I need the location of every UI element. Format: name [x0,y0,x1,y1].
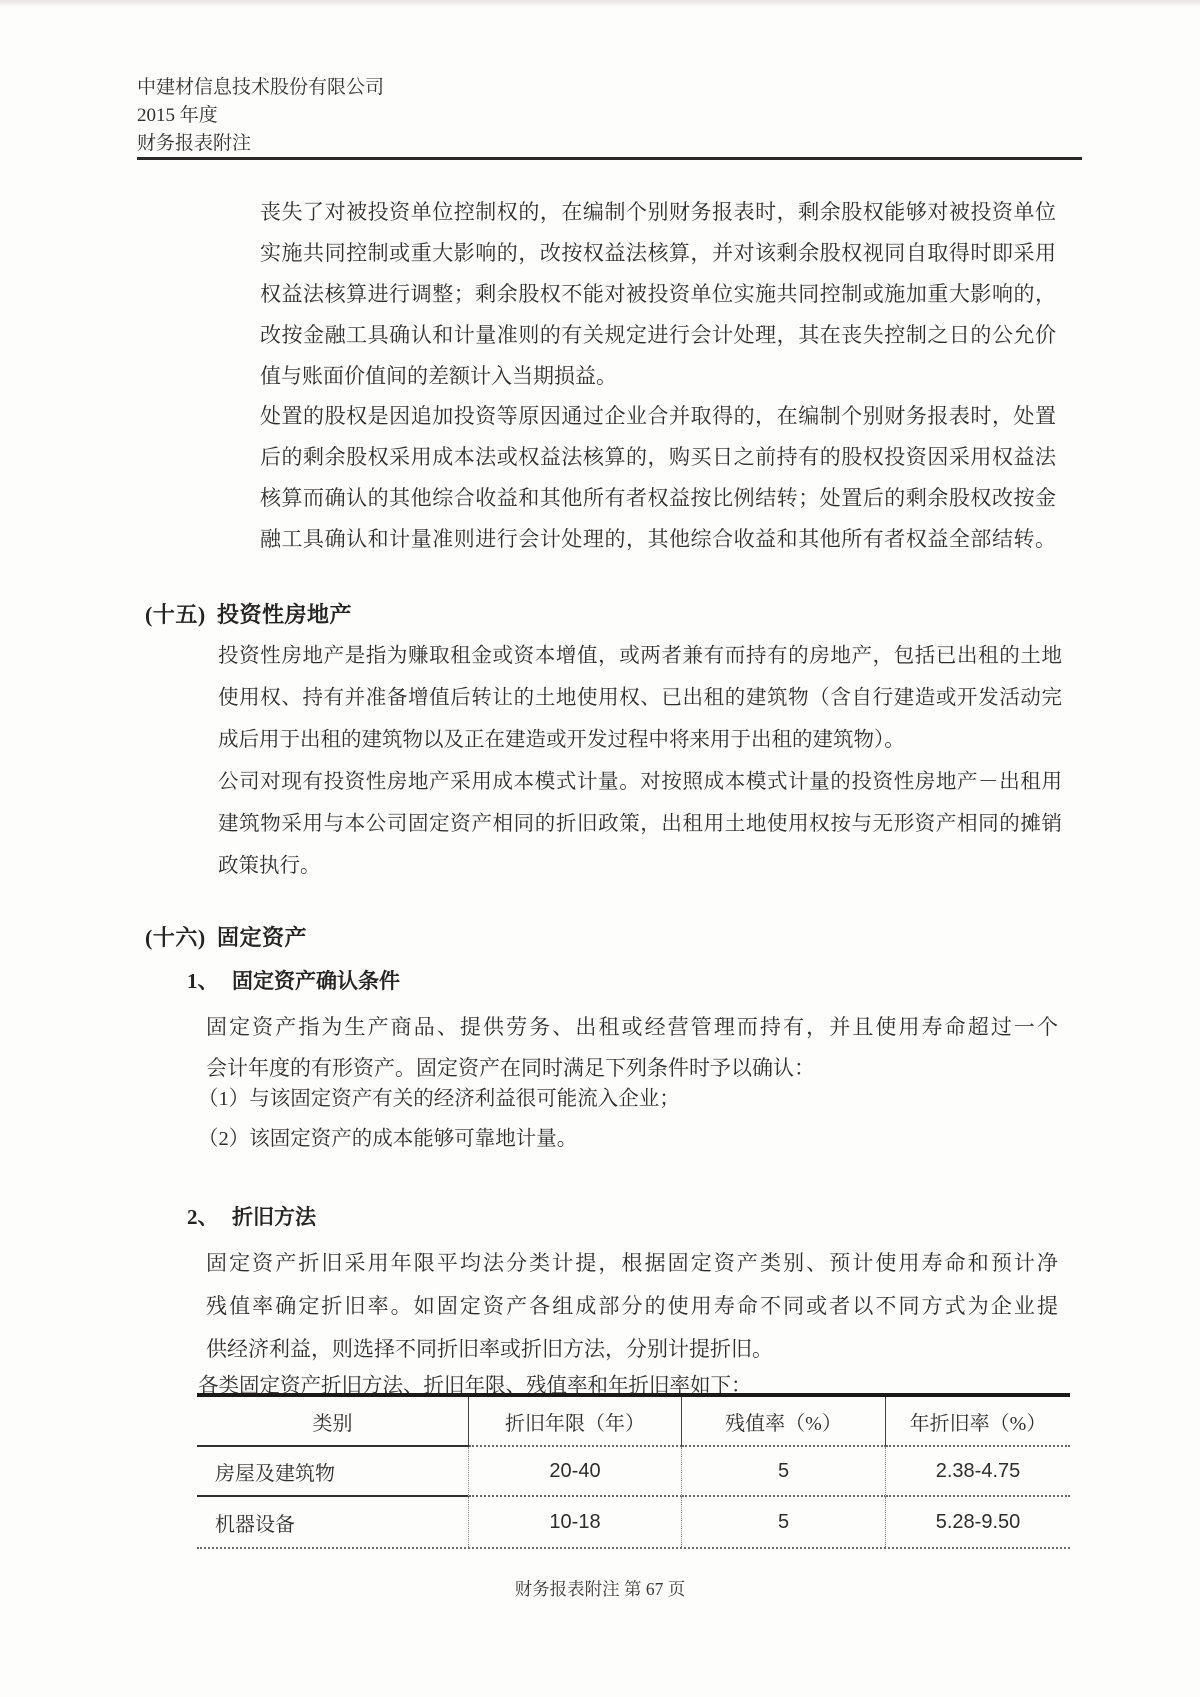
table-cell-annual-rate: 5.28-9.50 [935,1510,1021,1533]
text-line: 建筑物采用与本公司固定资产相同的折旧政策，出租用土地使用权按与无形资产相同的摊销 [218,813,1062,835]
table-cell-category: 机器设备 [197,1497,469,1547]
table-header-depreciation-years: 折旧年限（年） [469,1397,682,1447]
subsection-2-paragraph [206,1242,1058,1371]
page-footer-text: 财务报表附注 第 67 页 [514,1579,686,1599]
text-line: 改按金融工具确认和计量准则的有关规定进行会计处理，其在丧失控制之日的公允价 [260,323,1056,347]
section-15-title: 投资性房地产 [217,602,353,627]
text-line: 融工具确认和计量准则进行会计处理的，其他综合收益和其他所有者权益全部结转。 [260,527,1056,551]
table-cell-residual: 5 [682,1447,886,1497]
text-line: 固定资产指为生产商品、提供劳务、出租或经营管理而持有，并且使用寿命超过一个 [206,1015,1058,1039]
list-item: （2）该固定资产的成本能够可靠地计量。 [198,1128,578,1150]
depreciation-table [197,1393,1070,1549]
subsection-1-title: 固定资产确认条件 [232,969,400,993]
text-line: 值与账面价值间的差额计入当期损益。 [260,364,617,388]
table-cell-years: 10-18 [469,1497,682,1547]
company-name: 中建材信息技术股份有限公司 [137,77,385,98]
subsection-2-title: 折旧方法 [232,1205,316,1229]
subsection-1-paragraph [206,1007,1058,1089]
text-line: 固定资产折旧采用年限平均法分类计提，根据固定资产类别、预计使用寿命和预计净 [206,1251,1058,1275]
subsection-1-heading [187,965,400,995]
paragraph-equity-disposal [260,396,1056,560]
text-line: 成后用于出租的建筑物以及正在建造或开发过程中将来用于出租的建筑物）。 [218,729,905,751]
table-header-category: 类别 [197,1397,469,1447]
page-footer [0,1576,1200,1601]
subsection-2-heading [187,1201,316,1231]
section-15-heading [145,598,352,629]
section-16-label: (十六) [145,925,206,950]
table-header-annual-rate: 年折旧率（%） [886,1397,1070,1447]
fiscal-year: 2015 年度 [137,105,218,126]
recognition-condition-list [198,1079,1058,1159]
section-15-paragraph-measurement [218,761,1062,887]
text-line: 投资性房地产是指为赚取租金或资本增值，或两者兼有而持有的房地产，包括已出租的土地 [218,645,1062,667]
page-header [137,74,384,158]
subsection-1-number: 1、 [187,969,219,993]
text-line: 残值率确定折旧率。如固定资产各组成部分的使用寿命不同或者以不同方式为企业提 [206,1294,1058,1318]
table-cell-residual: 5 [682,1497,886,1547]
text-line: 各类固定资产折旧方法、折旧年限、残值率和年折旧率如下： [198,1375,752,1397]
subsection-2-number: 2、 [187,1205,219,1229]
list-item: （1）与该固定资产有关的经济利益很可能流入企业； [198,1088,680,1110]
header-divider [137,157,1082,160]
text-line: 核算而确认的其他综合收益和其他所有者权益按比例结转；处置后的剩余股权改按金 [260,486,1056,510]
paragraph-loss-of-control [260,192,1056,397]
table-header-residual-rate: 残值率（%） [682,1397,886,1447]
text-line: 丧失了对被投资单位控制权的，在编制个别财务报表时，剩余股权能够对被投资单位 [260,200,1056,224]
text-line: 后的剩余股权采用成本法或权益法核算的，购买日之前持有的股权投资因采用权益法 [260,445,1056,469]
text-line: 实施共同控制或重大影响的，改按权益法核算，并对该剩余股权视同自取得时即采用 [260,241,1056,265]
table-cell-years: 20-40 [469,1447,682,1497]
text-line: 使用权、持有并准备增值后转让的土地使用权、已出租的建筑物（含自行建造或开发活动完 [218,687,1062,709]
table-cell-category: 房屋及建筑物 [197,1447,469,1497]
text-line: 权益法核算进行调整；剩余股权不能对被投资单位实施共同控制或施加重大影响的， [260,282,1056,306]
section-16-heading [145,921,307,952]
document-title: 财务报表附注 [137,133,252,154]
text-line: 政策执行。 [218,855,321,877]
section-16-title: 固定资产 [217,925,308,950]
section-15-label: (十五) [145,602,206,627]
table-cell-annual-rate: 2.38-4.75 [886,1447,1070,1497]
text-line: 公司对现有投资性房地产采用成本模式计量。对按照成本模式计量的投资性房地产－出租用 [218,771,1062,793]
text-line: 供经济利益，则选择不同折旧率或折旧方法，分别计提折旧。 [206,1337,773,1361]
section-15-paragraph-definition [218,635,1062,761]
text-line: 会计年度的有形资产。固定资产在同时满足下列条件时予以确认： [206,1056,815,1080]
text-line: 处置的股权是因追加投资等原因通过企业合并取得的，在编制个别财务报表时，处置 [260,404,1056,428]
